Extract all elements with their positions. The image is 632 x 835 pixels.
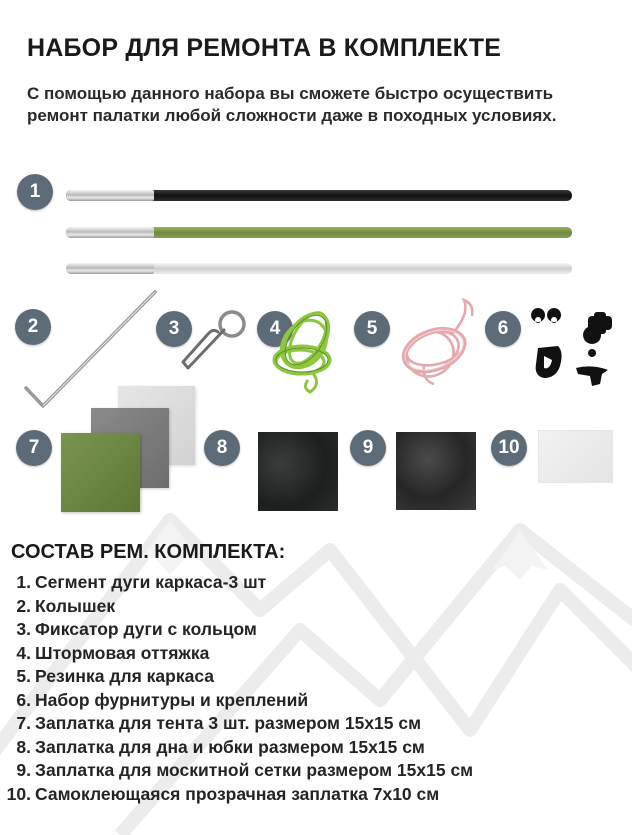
badge-6: 6 — [485, 311, 521, 347]
rod-tip — [66, 190, 154, 201]
badge-3: 3 — [156, 311, 192, 347]
rod-green — [66, 227, 572, 238]
rod-tip — [66, 227, 154, 238]
rod-black — [66, 190, 572, 201]
badge-4: 4 — [257, 311, 293, 347]
badge-8: 8 — [204, 430, 240, 466]
list-item: 10. Самоклеющаяся прозрачная заплатка 7х10 см — [6, 783, 440, 804]
list-item: 6. Набор фурнитуры и креплений — [16, 689, 309, 710]
badge-2: 2 — [15, 309, 51, 345]
composition-title: СОСТАВ РЕМ. КОМПЛЕКТА: — [11, 541, 286, 563]
list-item: 9. Заплатка для москитной сетки размером 15х15 см — [16, 760, 474, 780]
badge-9: 9 — [350, 430, 386, 466]
list-item: 1. Сегмент дуги каркаса-3 шт — [16, 572, 267, 592]
page-title: НАБОР ДЛЯ РЕМОНТА В КОМПЛЕКТЕ — [27, 34, 502, 62]
hardware-set-image — [530, 308, 620, 388]
badge-7: 7 — [16, 430, 52, 466]
list-item: 2. Колышек — [16, 595, 116, 616]
list-item: 8. Заплатка для дна и юбки размером 15х15 см — [16, 736, 425, 757]
fixator-image — [178, 306, 253, 378]
list-item: 5. Резинка для каркаса — [16, 666, 214, 686]
patch-floor — [258, 432, 338, 511]
pink-cord-image — [394, 294, 484, 390]
patch-mosquito-net — [396, 432, 476, 510]
badge-10: 10 — [491, 430, 527, 466]
green-cord-image — [264, 300, 350, 396]
rod-white — [66, 263, 572, 274]
patch-transparent — [538, 430, 613, 483]
rod-tip — [66, 263, 154, 274]
badge-1: 1 — [17, 174, 53, 210]
list-item: 3. Фиксатор дуги с кольцом — [16, 619, 257, 639]
badge-5: 5 — [354, 311, 390, 347]
intro-text: С помощью данного набора вы сможете быстро осуществить ремонт палатки любой сложности даже в походных условиях. — [27, 84, 557, 125]
patch-green — [61, 433, 140, 512]
list-item: 7. Заплатка для тента 3 шт. размером 15х15 см — [16, 713, 422, 733]
list-item: 4. Штормовая оттяжка — [16, 642, 210, 663]
composition-list — [0, 571, 473, 806]
